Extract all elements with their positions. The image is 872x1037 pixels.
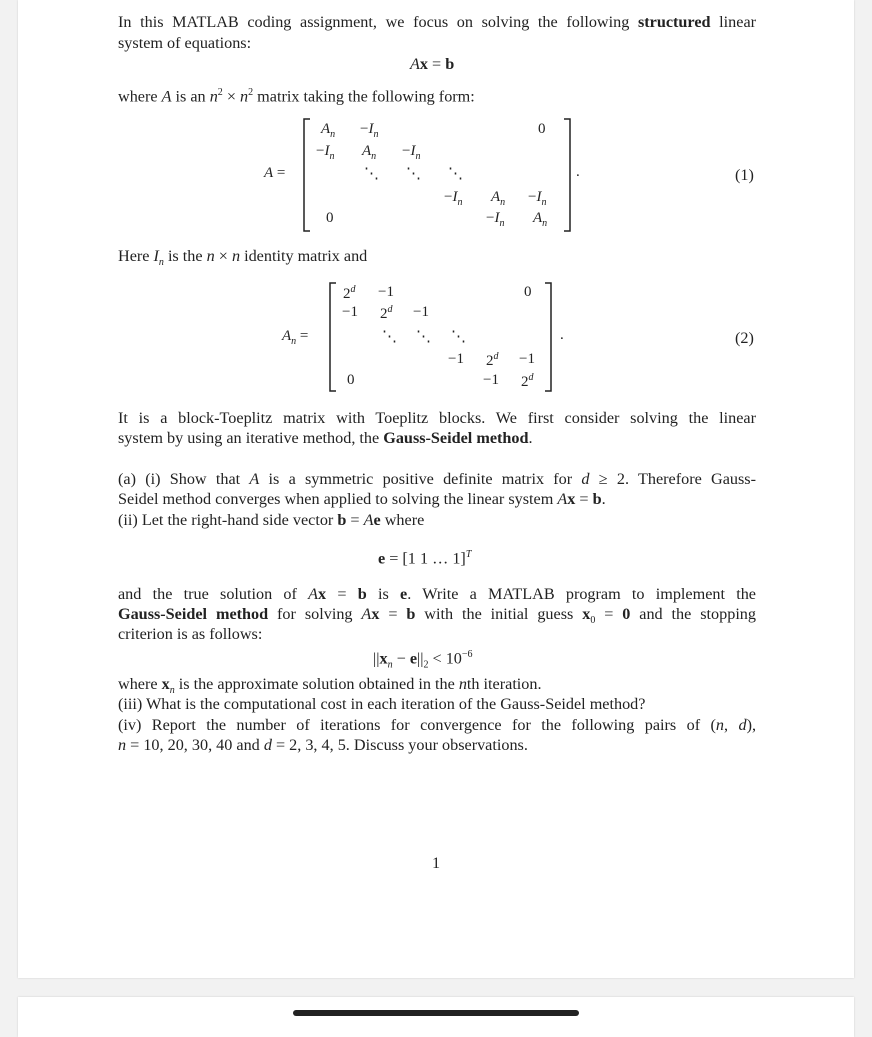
gauss-seidel-bold: Gauss-Seidel method bbox=[383, 429, 529, 447]
next-page bbox=[18, 997, 854, 1037]
eq-number-1: (1) bbox=[735, 166, 754, 184]
tail-line-1: where $x_n$ is the approximate solution obtained in the nth iteration. bbox=[118, 675, 542, 697]
equation-ax-b: Ax = b bbox=[410, 55, 455, 73]
matrix-an-left-bracket bbox=[328, 282, 338, 392]
an-period: . bbox=[560, 327, 564, 343]
matrix-an-label: $A_n$ = bbox=[282, 328, 309, 347]
toeplitz-prefix: system by using an iterative method, the bbox=[118, 429, 380, 447]
an-entry-r4c3: −1 bbox=[519, 351, 535, 367]
an-ddots-1: ⋱ bbox=[382, 329, 397, 345]
part-a-ii-line: (ii) Let the right-hand side vector b = Ae where bbox=[118, 511, 425, 529]
a-entry-r4c3: $-I_n$ bbox=[528, 189, 547, 208]
a-period: . bbox=[576, 164, 580, 180]
an-entry-r5-zero: 0 bbox=[347, 372, 355, 388]
an-entry-r1c2: −1 bbox=[378, 284, 394, 300]
a-ddots-2: ⋱ bbox=[406, 166, 421, 182]
a-entry-r5c3: $A_n$ bbox=[533, 210, 548, 229]
an-entry-r4c2: 2$^d$ bbox=[486, 351, 499, 369]
a-entry-r2c3: $-I_n$ bbox=[402, 143, 421, 162]
gauss-seidel-bold-2: Gauss-Seidel method bbox=[118, 605, 269, 623]
intro-prefix: In this MATLAB coding assignment, we focus on solving the following bbox=[118, 13, 630, 31]
an-ddots-3: ⋱ bbox=[451, 329, 466, 345]
a-entry-r1c2: $-I_n$ bbox=[360, 121, 379, 140]
page-number: 1 bbox=[432, 854, 441, 872]
a-entry-r1c1: $A_n$ bbox=[321, 121, 336, 140]
here-line: Here $I_n$ is the n × n identity matrix and bbox=[118, 247, 368, 269]
an-entry-r1-zero: 0 bbox=[524, 284, 532, 300]
matrix-a-label: A = bbox=[264, 165, 286, 181]
tail-line-3: (iv) Report the number of iterations for convergence for the following pairs of (n, d), bbox=[118, 716, 756, 734]
where-line: where A is an $n^2 \times n^2$ matrix taking the following form: bbox=[118, 87, 475, 106]
an-entry-r4c1: −1 bbox=[448, 351, 464, 367]
a-ddots-3: ⋱ bbox=[448, 166, 463, 182]
an-entry-r2c3: −1 bbox=[413, 304, 429, 320]
a-entry-r5-zero: 0 bbox=[326, 210, 334, 226]
a-entry-r2c1: $-I_n$ bbox=[316, 143, 335, 162]
home-indicator[interactable] bbox=[293, 1010, 579, 1016]
a-ddots-1: ⋱ bbox=[364, 166, 379, 182]
equation-stopping-criterion: $||x_n - e||_2 < 10^{-6}$ bbox=[373, 649, 473, 671]
intro-suffix: linear bbox=[719, 13, 757, 31]
a-entry-r4c2: $A_n$ bbox=[491, 189, 506, 208]
an-entry-r2c1: −1 bbox=[342, 304, 358, 320]
matrix-an-right-bracket bbox=[543, 282, 553, 392]
part-a-i-line-1: (a) (i) Show that A is a symmetric positive definite matrix for d ≥ 2. Therefore Gauss- bbox=[118, 470, 756, 488]
a-entry-r4c1: $-I_n$ bbox=[444, 189, 463, 208]
matrix-a-right-bracket bbox=[562, 118, 572, 232]
an-entry-r5c3: 2$^d$ bbox=[521, 372, 534, 390]
intro-bold: structured bbox=[637, 13, 711, 31]
toeplitz-line-1: It is a block-Toeplitz matrix with Toeplitz blocks. We first consider solving the linear bbox=[118, 409, 756, 427]
intro-line-2: system of equations: bbox=[118, 34, 252, 52]
intro-line-1 bbox=[118, 12, 756, 32]
solution-line-2: Gauss-Seidel method for solving Ax = b with the initial guess $x_0 = 0$ and the stopping bbox=[118, 605, 756, 627]
toeplitz-line-2: system by using an iterative method, the Gauss-Seidel method. bbox=[118, 429, 533, 447]
an-entry-r5c2: −1 bbox=[483, 372, 499, 388]
tail-line-2: (iii) What is the computational cost in each iteration of the Gauss-Seidel method? bbox=[118, 695, 646, 713]
part-a-i-line-2: Seidel method converges when applied to solving the linear system Ax = b. bbox=[118, 490, 606, 508]
a-entry-r1-zero: 0 bbox=[538, 121, 546, 137]
solution-line-1: and the true solution of Ax = b is e. Write a MATLAB program to implement the bbox=[118, 585, 756, 603]
tail-line-4: n = 10, 20, 30, 40 and d = 2, 3, 4, 5. Discuss your observations. bbox=[118, 736, 528, 754]
an-entry-r1c1: 2$^d$ bbox=[343, 284, 356, 302]
an-ddots-2: ⋱ bbox=[416, 329, 431, 345]
matrix-a-left-bracket bbox=[302, 118, 312, 232]
solution-line-3: criterion is as follows: bbox=[118, 625, 263, 643]
a-entry-r5c2: $-I_n$ bbox=[486, 210, 505, 229]
a-entry-r2c2: $A_n$ bbox=[362, 143, 377, 162]
equation-e-vector: e = [1 1 … 1]$^T$ bbox=[378, 549, 472, 568]
an-entry-r2c2: 2$^d$ bbox=[380, 304, 393, 322]
eq-number-2: (2) bbox=[735, 329, 754, 347]
